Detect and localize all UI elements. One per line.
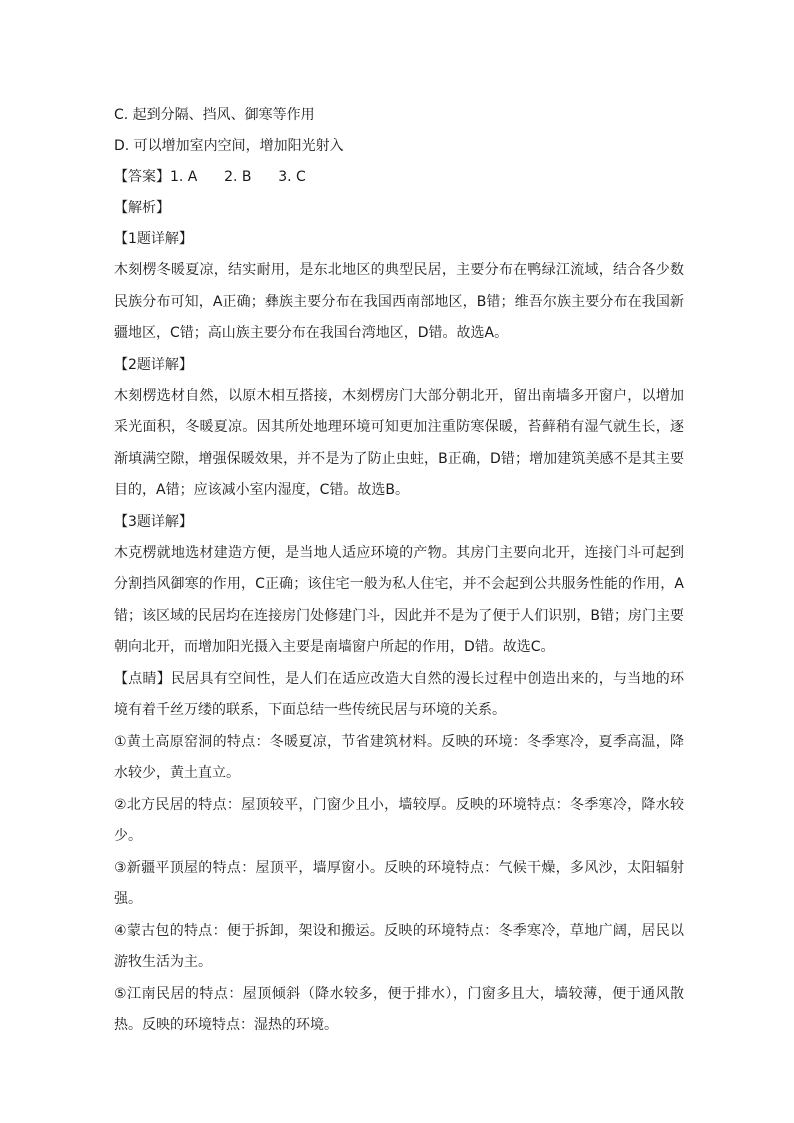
q2-explanation: 木刻楞选材自然，以原木相互搭接，木刻楞房门大部分朝北开，留出南墙多开窗户，以增加采光面积，冬暖夏凉。因其所处地理环境可知更加注重防寒保暖，苔藓稍有湿气就生长，逐渐填满空隙，增强保暖效果，并不是为了防止虫蛀，B正确，D错；增加建筑美感不是其主要目的，A错；应该减小室内湿度，C错。故选B。 (114, 387, 684, 498)
list-item: ④蒙古包的特点：便于拆卸，架设和搬运。反映的环境特点：冬季寒冷，草地广阔，居民以游牧生活为主。 (114, 922, 684, 970)
answer-line (114, 162, 684, 193)
option-d: D. 可以增加室内空间，增加阳光射入 (114, 138, 344, 154)
tip-label: 【点睛】 (114, 670, 172, 687)
list-item: ③新疆平顶屋的特点：屋顶平，墙厚窗小。反映的环境特点：气候干燥，多风沙，太阳辐射强。 (114, 859, 684, 907)
q2-label: 【2题详解】 (114, 356, 193, 373)
list-item: ⑤江南民居的特点：屋顶倾斜（降水较多，便于排水），门窗多且大，墙较薄，便于通风散热。反映的环境特点：湿热的环境。 (114, 985, 684, 1033)
analysis-label: 【解析】 (114, 200, 170, 216)
tip-paragraph (114, 664, 684, 727)
q3-label: 【3题详解】 (114, 513, 193, 530)
q1-label: 【1题详解】 (114, 231, 193, 247)
q1-explanation: 木刻楞冬暖夏凉，结实耐用，是东北地区的典型民居，主要分布在鸭绿江流域，结合各少数民族分布可知，A正确；彝族主要分布在我国西南部地区，B错；维吾尔族主要分布在我国新疆地区，C错；高山族主要分布在我国台湾地区，D错。故选A。 (114, 262, 684, 341)
list-item: ②北方民居的特点：屋顶较平，门窗少且小，墙较厚。反映的环境特点：冬季寒冷，降水较少。 (114, 796, 684, 844)
document-page (114, 100, 684, 1042)
list-item: ①黄土高原窑洞的特点：冬暖夏凉，节省建筑材料。反映的环境：冬季寒冷，夏季高温，降水较少，黄土直立。 (114, 733, 684, 781)
tip-text: 民居具有空间性，是人们在适应改造大自然的漫长过程中创造出来的，与当地的环境有着千丝万缕的联系，下面总结一些传统民居与环境的关系。 (114, 670, 685, 718)
option-c: C. 起到分隔、挡风、御寒等作用 (114, 107, 315, 123)
q3-explanation: 木克楞就地选材建造方便，是当地人适应环境的产物。其房门主要向北开，连接门斗可起到分割挡风御寒的作用，C正确；该住宅一般为私人住宅，并不会起到公共服务性能的作用，A错；该区域的民居均在连接房门处修建门斗，因此并不是为了便于人们识别，B错；房门主要朝向北开，而增加阳光摄入主要是南墙窗户所起的作用，D错。故选C。 (114, 544, 684, 655)
answer-label: 【答案】 (114, 169, 170, 185)
answer-values: 1. A 2. B 3. C (170, 169, 306, 185)
